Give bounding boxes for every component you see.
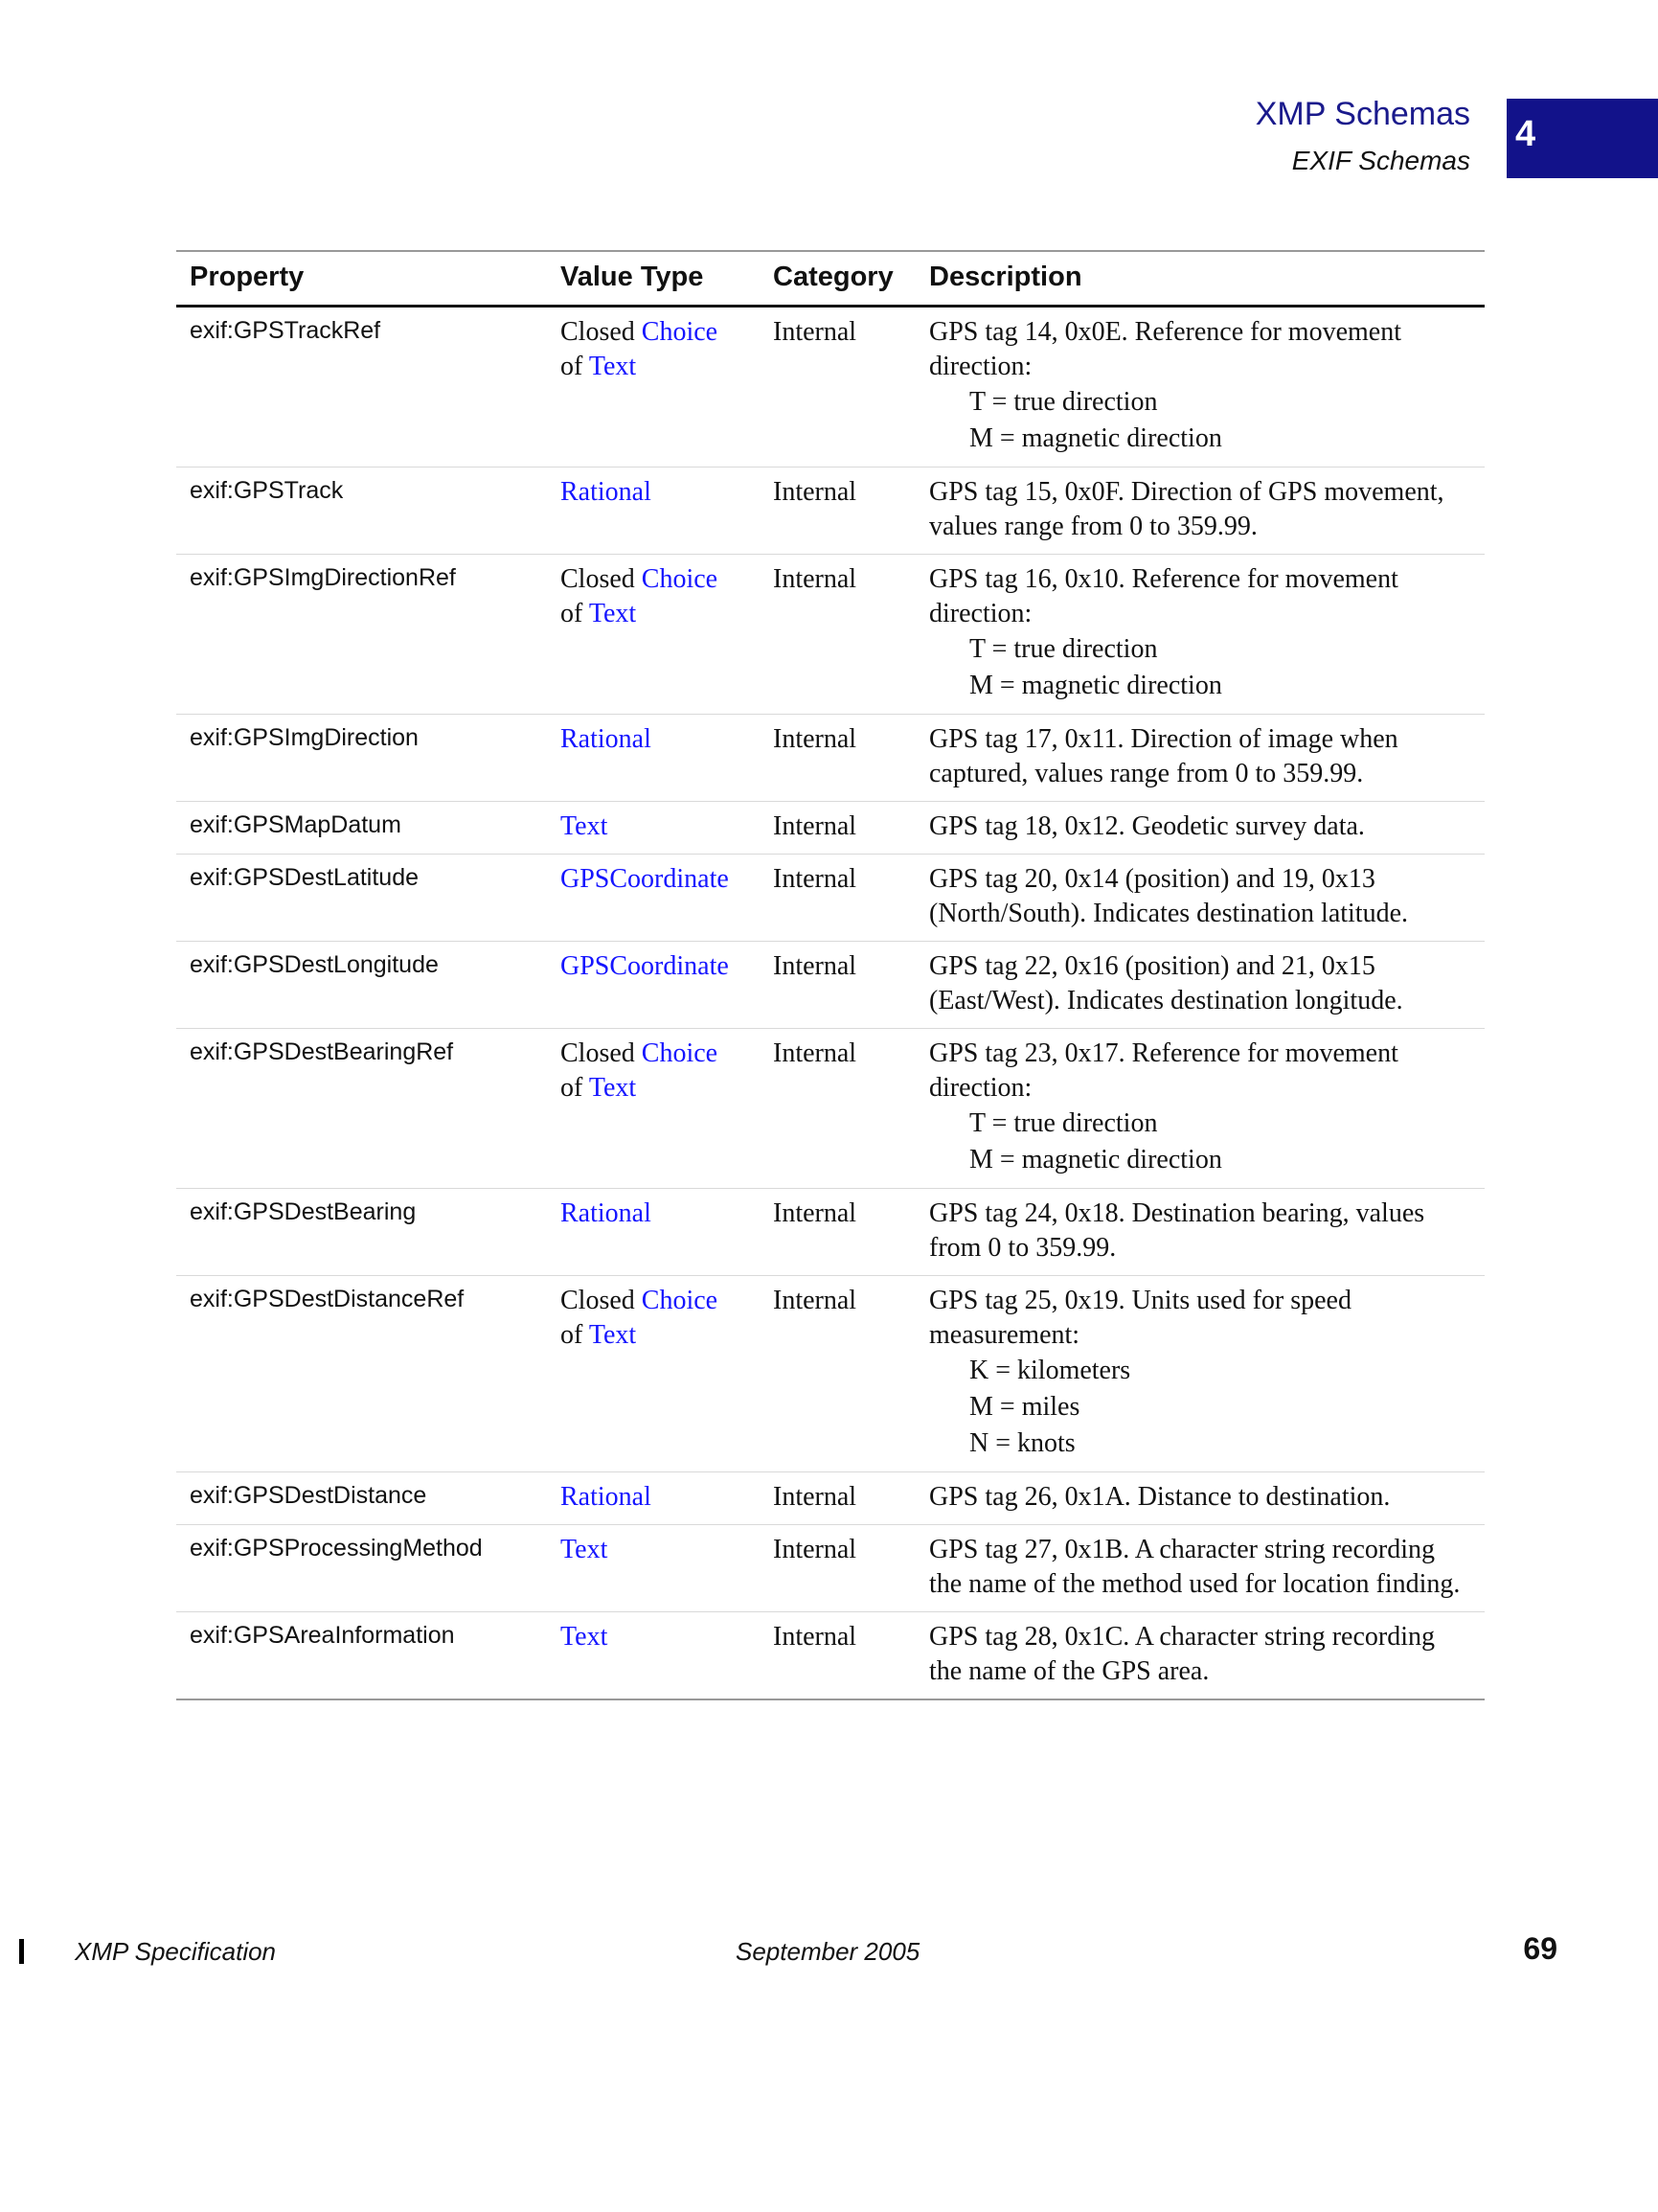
category-cell: Internal bbox=[773, 317, 857, 347]
table-row bbox=[176, 1525, 1485, 1612]
value-type-cell bbox=[547, 467, 760, 555]
column-header-value-type: Value Type bbox=[560, 262, 704, 292]
description-text: GPS tag 15, 0x0F. Direction of GPS movement, values range from 0 to 359.99. bbox=[929, 477, 1444, 541]
description-cell bbox=[916, 467, 1485, 555]
value-type-link[interactable]: Rational bbox=[560, 1482, 651, 1512]
table-body bbox=[176, 307, 1485, 1700]
value-type-cell bbox=[547, 1189, 760, 1276]
section-title: XMP Schemas bbox=[1255, 96, 1470, 132]
description-text: GPS tag 24, 0x18. Destination bearing, values from 0 to 359.99. bbox=[929, 1198, 1425, 1263]
property-name: exif:GPSTrackRef bbox=[190, 317, 381, 344]
value-type-cell bbox=[547, 1612, 760, 1700]
description-option: T = true direction bbox=[969, 634, 1158, 664]
description-cell bbox=[916, 855, 1485, 942]
value-type-text: Closed bbox=[560, 1286, 642, 1315]
description-text: GPS tag 28, 0x1C. A character string recording the name of the GPS area. bbox=[929, 1622, 1436, 1686]
value-type-link[interactable]: Text bbox=[560, 1622, 608, 1652]
description-cell bbox=[916, 555, 1485, 715]
value-type-cell bbox=[547, 1276, 760, 1472]
description-option: T = true direction bbox=[969, 1108, 1158, 1138]
table-row bbox=[176, 1612, 1485, 1700]
category-cell: Internal bbox=[773, 1482, 857, 1512]
column-header-category: Category bbox=[773, 262, 894, 292]
table-row bbox=[176, 715, 1485, 802]
category-cell: Internal bbox=[773, 1286, 857, 1315]
table-row bbox=[176, 1276, 1485, 1472]
property-name: exif:GPSDestBearingRef bbox=[190, 1038, 454, 1065]
description-cell bbox=[916, 715, 1485, 802]
description-text: GPS tag 17, 0x11. Direction of image when captured, values range from 0 to 359.99. bbox=[929, 724, 1398, 788]
footer-date: September 2005 bbox=[736, 1937, 920, 1966]
property-name: exif:GPSDestBearing bbox=[190, 1198, 417, 1225]
value-type-text: Closed bbox=[560, 564, 642, 594]
category-cell: Internal bbox=[773, 864, 857, 894]
property-name: exif:GPSImgDirectionRef bbox=[190, 564, 456, 591]
category-cell: Internal bbox=[773, 564, 857, 594]
description-option: T = true direction bbox=[969, 387, 1158, 417]
property-name: exif:GPSTrack bbox=[190, 477, 344, 504]
property-name: exif:GPSDestDistanceRef bbox=[190, 1286, 465, 1312]
description-cell bbox=[916, 307, 1485, 467]
property-table-container bbox=[176, 250, 1485, 1700]
value-type-text: of bbox=[560, 1073, 589, 1103]
footer-document-title: XMP Specification bbox=[75, 1937, 277, 1966]
description-text: GPS tag 26, 0x1A. Distance to destination. bbox=[929, 1482, 1391, 1512]
description-text: GPS tag 20, 0x14 (position) and 19, 0x13 (North/South). Indicates destination latitude. bbox=[929, 864, 1409, 928]
property-table bbox=[176, 250, 1485, 1700]
description-option: K = kilometers bbox=[969, 1356, 1131, 1385]
table-row bbox=[176, 1189, 1485, 1276]
description-option: M = magnetic direction bbox=[969, 1145, 1222, 1174]
table-row bbox=[176, 307, 1485, 467]
description-cell bbox=[916, 1525, 1485, 1612]
value-type-link[interactable]: Text bbox=[588, 352, 637, 381]
value-type-cell bbox=[547, 1472, 760, 1525]
description-option: M = magnetic direction bbox=[969, 671, 1222, 700]
value-type-text: Closed bbox=[560, 1038, 642, 1068]
description-text: GPS tag 14, 0x0E. Reference for movement direction: bbox=[929, 317, 1401, 381]
value-type-link[interactable]: Rational bbox=[560, 1198, 651, 1228]
property-name: exif:GPSDestLatitude bbox=[190, 864, 420, 891]
value-type-cell bbox=[547, 855, 760, 942]
column-header-description: Description bbox=[929, 262, 1082, 292]
category-cell: Internal bbox=[773, 724, 857, 754]
description-text: GPS tag 18, 0x12. Geodetic survey data. bbox=[929, 811, 1365, 841]
value-type-cell bbox=[547, 1029, 760, 1189]
value-type-text: Closed bbox=[560, 317, 642, 347]
value-type-link[interactable]: Rational bbox=[560, 724, 651, 754]
category-cell: Internal bbox=[773, 1535, 857, 1564]
value-type-cell bbox=[547, 555, 760, 715]
table-row bbox=[176, 942, 1485, 1029]
value-type-link[interactable]: Text bbox=[588, 599, 637, 628]
description-cell bbox=[916, 1472, 1485, 1525]
value-type-cell bbox=[547, 1525, 760, 1612]
property-name: exif:GPSDestDistance bbox=[190, 1482, 427, 1509]
description-option: N = knots bbox=[969, 1428, 1076, 1458]
value-type-link[interactable]: Choice bbox=[641, 1286, 718, 1315]
category-cell: Internal bbox=[773, 1038, 857, 1068]
description-text: GPS tag 25, 0x19. Units used for speed measurement: bbox=[929, 1286, 1351, 1350]
property-name: exif:GPSAreaInformation bbox=[190, 1622, 455, 1649]
table-header bbox=[176, 251, 1485, 307]
category-cell: Internal bbox=[773, 951, 857, 981]
description-cell bbox=[916, 802, 1485, 855]
property-name: exif:GPSMapDatum bbox=[190, 811, 401, 838]
table-row bbox=[176, 555, 1485, 715]
value-type-link[interactable]: Text bbox=[588, 1320, 637, 1350]
page-number: 69 bbox=[1523, 1931, 1557, 1966]
description-text: GPS tag 22, 0x16 (position) and 21, 0x15 (East/West). Indicates destination longitude. bbox=[929, 951, 1403, 1015]
change-bar bbox=[19, 1939, 24, 1964]
value-type-cell bbox=[547, 802, 760, 855]
value-type-link[interactable]: Choice bbox=[641, 1038, 718, 1068]
description-cell bbox=[916, 942, 1485, 1029]
value-type-link[interactable]: Text bbox=[560, 811, 608, 841]
description-text: GPS tag 27, 0x1B. A character string recording the name of the method used for location finding. bbox=[929, 1535, 1461, 1599]
description-option: M = miles bbox=[969, 1392, 1080, 1422]
description-option: M = magnetic direction bbox=[969, 423, 1222, 453]
value-type-link[interactable]: Text bbox=[560, 1535, 608, 1564]
value-type-link[interactable]: GPSCoordinate bbox=[560, 951, 729, 981]
column-header-property: Property bbox=[190, 262, 305, 292]
section-subtitle: EXIF Schemas bbox=[1291, 146, 1470, 175]
property-name: exif:GPSImgDirection bbox=[190, 724, 419, 751]
value-type-link[interactable]: Rational bbox=[560, 477, 651, 507]
value-type-cell bbox=[547, 307, 760, 467]
description-cell bbox=[916, 1189, 1485, 1276]
table-row bbox=[176, 802, 1485, 855]
property-name: exif:GPSProcessingMethod bbox=[190, 1535, 483, 1562]
table-row bbox=[176, 1029, 1485, 1189]
description-text: GPS tag 23, 0x17. Reference for movement direction: bbox=[929, 1038, 1398, 1103]
value-type-cell bbox=[547, 942, 760, 1029]
value-type-text: of bbox=[560, 1320, 589, 1350]
category-cell: Internal bbox=[773, 811, 857, 841]
value-type-link[interactable]: GPSCoordinate bbox=[560, 864, 729, 894]
value-type-text: of bbox=[560, 599, 589, 628]
description-cell bbox=[916, 1276, 1485, 1472]
value-type-link[interactable]: Choice bbox=[641, 317, 718, 347]
category-cell: Internal bbox=[773, 1198, 857, 1228]
value-type-link[interactable]: Choice bbox=[641, 564, 718, 594]
description-cell bbox=[916, 1029, 1485, 1189]
table-row bbox=[176, 855, 1485, 942]
value-type-text: of bbox=[560, 352, 589, 381]
table-header-row bbox=[176, 251, 1485, 307]
table-row bbox=[176, 467, 1485, 555]
value-type-link[interactable]: Text bbox=[588, 1073, 637, 1103]
chapter-tab: 4 bbox=[1507, 99, 1658, 178]
value-type-cell bbox=[547, 715, 760, 802]
table-row bbox=[176, 1472, 1485, 1525]
description-text: GPS tag 16, 0x10. Reference for movement direction: bbox=[929, 564, 1398, 628]
description-cell bbox=[916, 1612, 1485, 1700]
category-cell: Internal bbox=[773, 477, 857, 507]
category-cell: Internal bbox=[773, 1622, 857, 1652]
property-name: exif:GPSDestLongitude bbox=[190, 951, 439, 978]
